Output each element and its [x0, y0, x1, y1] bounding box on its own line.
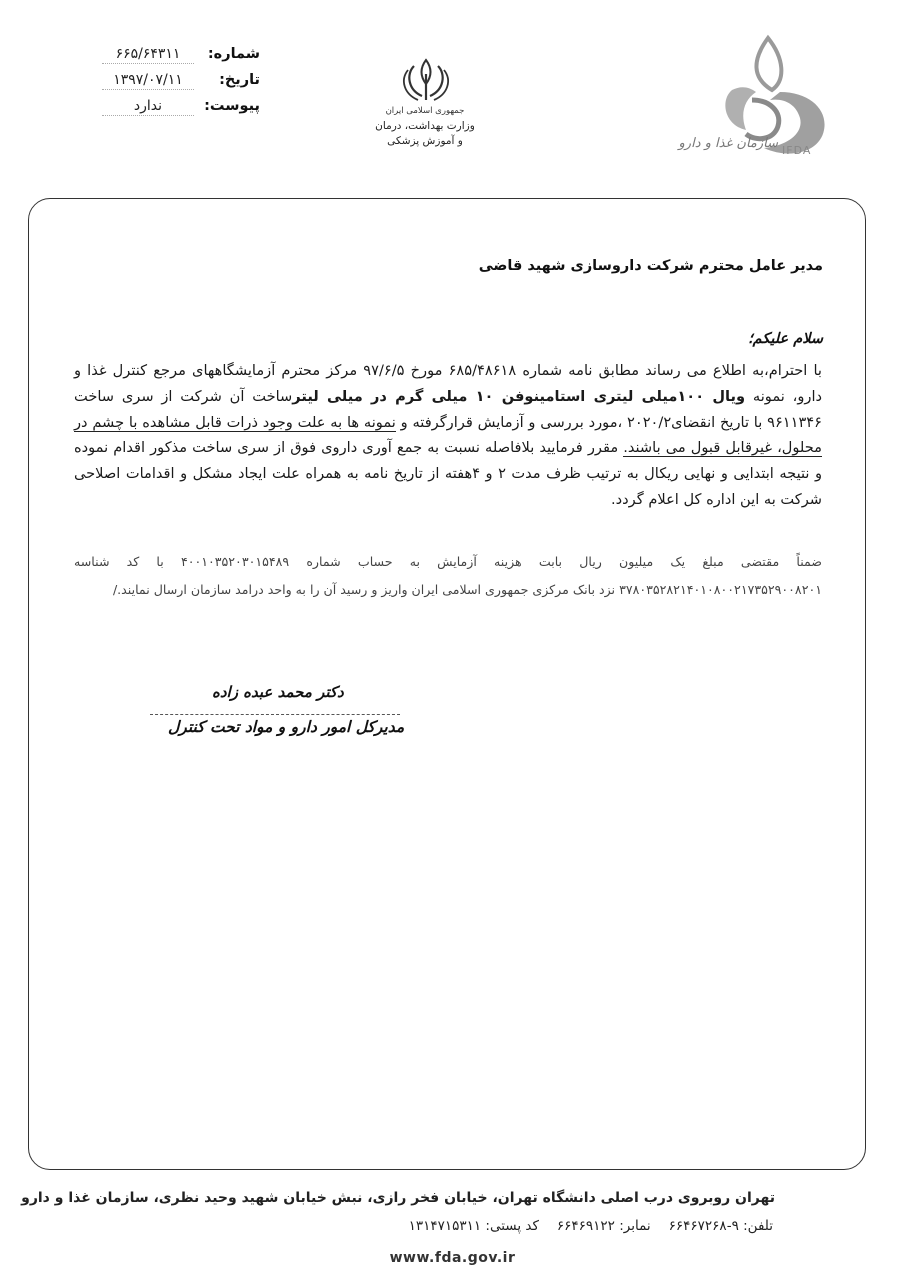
number-label: شماره:	[207, 46, 260, 62]
ministry-line-3: و آموزش پزشکی	[387, 135, 463, 147]
rejection-statement: نمونه ها به علت وجود ذرات قابل مشاهده با چشم در محلول، غیرقابل قبول می باشند.	[74, 413, 823, 457]
salutation: سلام علیکم؛	[748, 331, 823, 347]
attachment-value: ندارد	[102, 98, 194, 116]
body-part-1: با احترام،به اطلاع می رساند مطابق نامه شماره ۶۸۵/۴۸۶۱۸ مورخ ۹۷/۶/۵ مرکز محترم آزمایشگاههای مرجع کنترل غذا و دارو، نمونه	[74, 362, 822, 405]
footer-fax: نمابر: ۶۶۴۶۹۱۲۲	[556, 1218, 651, 1234]
footer-address: تهران روبروی درب اصلی دانشگاه تهران، خیابان فخر رازی، نبش خیابان شهید وحید نظری، سازمان غذا و دارو	[21, 1190, 775, 1206]
attachment-label: پیوست:	[204, 98, 260, 114]
letter-meta	[100, 46, 260, 124]
product-name: ویال ۱۰۰میلی لیتری استامینوفن ۱۰ میلی گرم در میلی لیتر	[292, 387, 746, 405]
body-part-3: مقرر فرمایید بلافاصله نسبت به جمع آوری داروی فوق از سری ساخت مذکور اقدام نموده و نتیجه ابتدایی و نهایی ریکال به ترتیب ظرف مدت ۲ و ۴هفته از تاریخ نامه به همراه علت ایجاد مشکل و اقدامات اصلاحی شرکت به این اداره کل اعلام گردد.	[74, 439, 822, 508]
iran-emblem-icon	[398, 56, 454, 102]
ministry-line-2: وزارت بهداشت، درمان	[375, 120, 475, 132]
ministry-line-1: جمهوری اسلامی ایران	[385, 106, 465, 116]
signature-line	[150, 712, 400, 715]
date-row	[100, 72, 260, 98]
signer-name: دکتر محمد عبده زاده	[212, 683, 344, 701]
letter-frame	[28, 198, 866, 1170]
date-value: ۱۳۹۷/۰۷/۱۱	[102, 72, 194, 90]
ifda-logo-text: سازمان غذا و دارو	[678, 136, 778, 151]
footer-website: www.fda.gov.ir	[389, 1250, 516, 1266]
date-label: تاریخ:	[219, 72, 260, 88]
ifda-abbr: IFDA	[782, 144, 812, 157]
footer-postal: کد پستی: ۱۳۱۴۷۱۵۳۱۱	[408, 1218, 539, 1234]
payment-note: ضمناً مقتضی مبلغ یک میلیون ریال بابت هزینه آزمایش به حساب شماره ۴۰۰۱۰۳۵۲۰۳۰۱۵۴۸۹ با کد شناسه ۳۷۸۰۳۵۲۸۲۱۴۰۱۰۸۰۰۲۱۷۳۵۲۹۰۰۸۲۰۱ نزد بانک مرکزی جمهوری اسلامی ایران واریز و رسید آن را به واحد درامد سازمان ارسال نمایند./	[74, 554, 823, 597]
footer-phone: تلفن: ۹-۶۶۴۶۷۲۶۸	[668, 1218, 773, 1234]
addressee: مدیر عامل محترم شرکت داروسازی شهید قاضی	[478, 258, 823, 274]
letter-body	[74, 358, 822, 513]
number-value: ۶۶۵/۶۴۳۱۱	[102, 46, 194, 64]
footer-contact	[409, 1218, 773, 1234]
number-row	[100, 46, 260, 72]
body-part-2: ساخت آن شرکت از سری ساخت ۹۶۱۱۳۴۶ با تاریخ انقضای۲۰۲۰/۲ ،مورد بررسی و آزمایش قرارگرفته و	[74, 387, 822, 431]
ministry-name	[330, 104, 520, 149]
signer-title: مدیرکل امور دارو و مواد تحت کنترل	[168, 718, 405, 736]
attachment-row	[100, 98, 260, 124]
